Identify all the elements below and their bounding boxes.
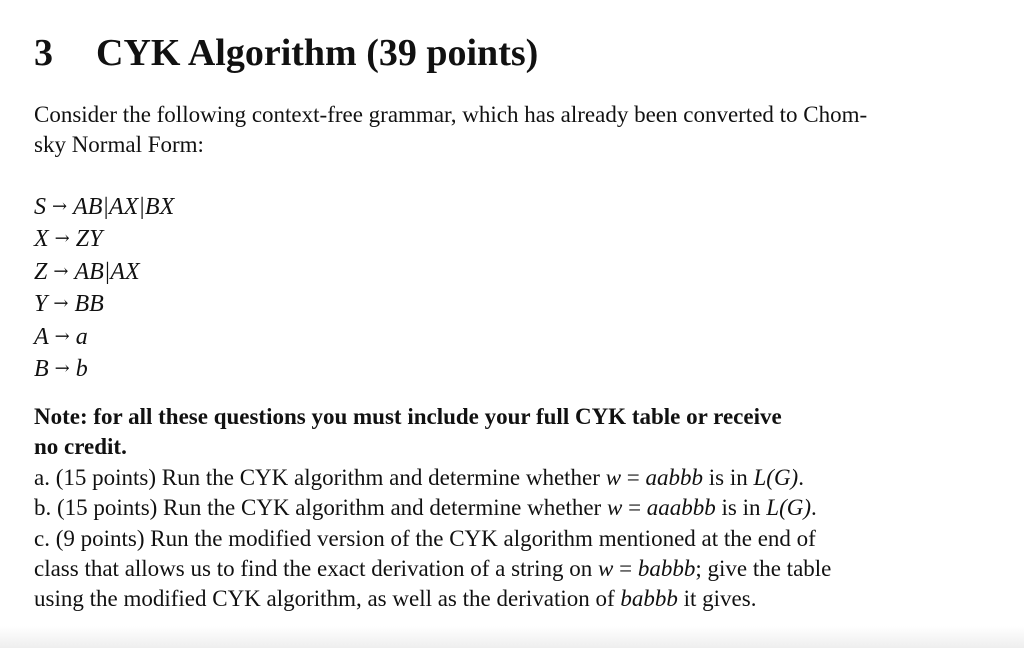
rule-rhs: b xyxy=(75,356,88,383)
question-b-eq: = xyxy=(622,495,647,521)
question-a-word: aabbb xyxy=(645,464,704,490)
rule-lhs: X xyxy=(34,226,49,253)
section-heading xyxy=(34,30,538,76)
questions-block xyxy=(34,402,984,615)
arrow-icon: → xyxy=(54,228,70,250)
question-c-line2-end: ; give the table xyxy=(695,556,832,582)
question-b-lang: L(G) xyxy=(766,495,812,521)
grammar-rules xyxy=(34,192,174,386)
rule-rhs: BB xyxy=(74,291,104,318)
rule-rhs: AB|AX|BX xyxy=(73,194,175,220)
rule-lhs: S xyxy=(34,194,46,220)
rule-rhs: ZY xyxy=(75,226,103,253)
grammar-rule xyxy=(34,354,174,386)
intro-paragraph xyxy=(34,100,984,160)
note-text xyxy=(34,402,984,463)
question-a-end: . xyxy=(798,464,804,490)
grammar-rule xyxy=(34,322,174,354)
grammar-rule xyxy=(34,289,174,321)
arrow-icon: → xyxy=(53,293,69,315)
intro-line-2: sky Normal Form: xyxy=(34,132,204,157)
arrow-icon: → xyxy=(52,196,68,217)
arrow-icon: → xyxy=(53,260,69,282)
rule-lhs: Z xyxy=(34,258,48,285)
question-a-eq: = xyxy=(621,464,646,490)
grammar-rule xyxy=(34,224,174,256)
question-a xyxy=(34,463,984,493)
rule-rhs: AB|AX xyxy=(74,258,140,285)
question-a-var: w xyxy=(605,464,622,490)
arrow-icon: → xyxy=(54,358,70,380)
arrow-icon: → xyxy=(54,325,70,347)
rule-lhs: A xyxy=(34,323,49,350)
question-c-line-1: c. (9 points) Run the modified version of the CYK algorithm mentioned at the end of xyxy=(34,525,816,551)
rule-rhs: a xyxy=(75,323,88,350)
question-b xyxy=(34,493,984,523)
section-number: 3 xyxy=(34,32,53,74)
question-a-mid: is in xyxy=(703,464,754,490)
question-b-prefix: b. (15 points) Run the CYK algorithm and determine whether xyxy=(34,495,607,521)
intro-line-1: Consider the following context-free grammar, which has already been converted to Chom- xyxy=(34,102,868,127)
question-c-word2: babbb xyxy=(620,586,678,612)
question-a-lang: L(G) xyxy=(753,464,799,490)
section-title: CYK Algorithm (39 points) xyxy=(96,32,539,74)
question-c-line-3 xyxy=(34,584,984,614)
question-b-var: w xyxy=(606,495,623,521)
question-c-eq: = xyxy=(613,556,638,582)
question-c-line3-end: it gives. xyxy=(677,586,757,612)
question-c-line-2 xyxy=(34,554,984,584)
page-bottom-shadow xyxy=(0,626,1024,648)
grammar-rule xyxy=(34,192,174,224)
rule-lhs: B xyxy=(34,356,49,383)
question-b-end: . xyxy=(811,495,817,521)
rule-lhs: Y xyxy=(34,291,48,318)
note-line-2: no credit. xyxy=(34,434,127,460)
question-a-prefix: a. (15 points) Run the CYK algorithm and determine whether xyxy=(34,464,606,490)
question-b-mid: is in xyxy=(715,495,767,521)
question-c-word: babbb xyxy=(637,556,696,582)
question-c-var: w xyxy=(598,556,614,582)
question-c-line3-prefix: using the modified CYK algorithm, as well as the derivation of xyxy=(34,586,621,612)
grammar-rule xyxy=(34,257,174,289)
note-line-1: Note: for all these questions you must include your full CYK table or receive xyxy=(34,404,782,429)
question-b-word: aaabbb xyxy=(646,495,716,521)
question-c-line2-prefix: class that allows us to find the exact derivation of a string on xyxy=(34,556,599,582)
